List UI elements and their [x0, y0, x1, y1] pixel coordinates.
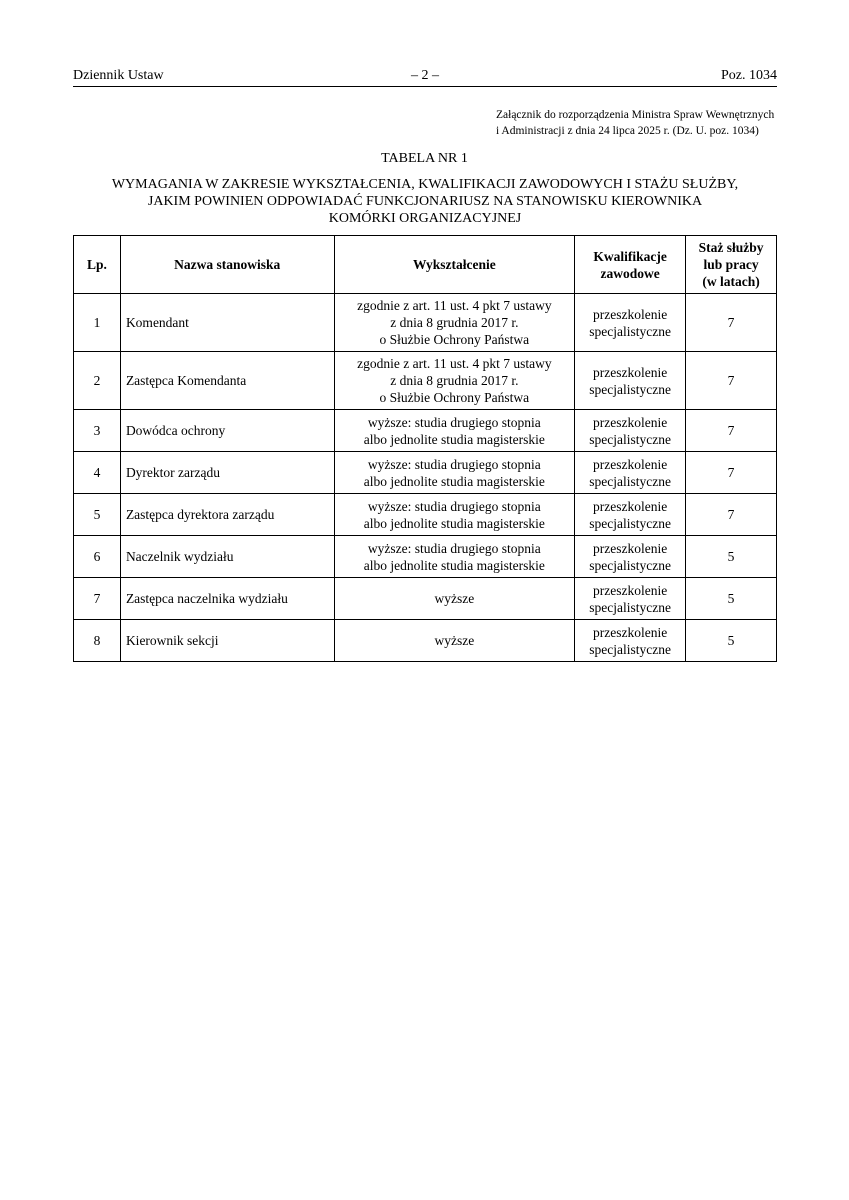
page-number: – 2 –: [411, 68, 439, 83]
qualification-line: przeszkolenie: [593, 624, 668, 640]
education-line: albo jednolite studia magisterskie: [363, 515, 545, 531]
annex-line-2: i Administracji z dnia 24 lipca 2025 r. (Dz. U. poz. 1034): [496, 125, 759, 137]
running-header: [73, 68, 777, 88]
qualification-line: specjalistyczne: [589, 515, 671, 531]
table-row: [74, 536, 777, 578]
row-qualifications: [575, 410, 686, 452]
row-education: [334, 452, 575, 494]
row-education: [334, 578, 575, 620]
qualification-line: przeszkolenie: [593, 414, 668, 430]
row-education: [334, 410, 575, 452]
title-line-2: JAKIM POWINIEN ODPOWIADAĆ FUNKCJONARIUSZ NA STANOWISKU KIEROWNIKA: [147, 194, 703, 209]
row-lp: 2: [74, 352, 121, 410]
qualification-line: specjalistyczne: [589, 431, 671, 447]
row-lp: 5: [74, 494, 121, 536]
table-title: [73, 176, 777, 227]
row-position: Naczelnik wydziału: [120, 536, 334, 578]
row-lp: 6: [74, 536, 121, 578]
education-line: wyższe: studia drugiego stopnia: [367, 414, 541, 430]
education-line: albo jednolite studia magisterskie: [363, 557, 545, 573]
table-row: [74, 294, 777, 352]
table-row: [74, 452, 777, 494]
title-line-3: KOMÓRKI ORGANIZACYJNEJ: [328, 211, 522, 226]
education-line: zgodnie z art. 11 ust. 4 pkt 7 ustawy: [357, 356, 552, 371]
row-lp: 8: [74, 620, 121, 662]
row-years: 5: [686, 578, 777, 620]
position-number: Poz. 1034: [721, 68, 777, 83]
row-position: Komendant: [120, 294, 334, 352]
education-line: z dnia 8 grudnia 2017 r.: [390, 315, 519, 330]
table-row: [74, 352, 777, 410]
table-row: [74, 620, 777, 662]
row-education: [334, 620, 575, 662]
row-lp: 4: [74, 452, 121, 494]
row-years: 7: [686, 410, 777, 452]
qualification-line: specjalistyczne: [589, 381, 671, 397]
qualification-line: specjalistyczne: [589, 473, 671, 489]
row-qualifications: [575, 620, 686, 662]
column-header-name: Nazwa stanowiska: [120, 236, 334, 294]
staz-header-line-2: lub pracy: [703, 257, 759, 272]
row-lp: 3: [74, 410, 121, 452]
column-header-education: Wykształcenie: [334, 236, 575, 294]
table-number: TABELA NR 1: [381, 151, 468, 166]
row-education: [334, 352, 575, 410]
title-line-1: WYMAGANIA W ZAKRESIE WYKSZTAŁCENIA, KWALIFIKACJI ZAWODOWYCH I STAŻU SŁUŻBY,: [111, 177, 739, 192]
education-line: o Służbie Ochrony Państwa: [379, 390, 530, 405]
table-row: [74, 578, 777, 620]
row-qualifications: [575, 294, 686, 352]
requirements-table: [73, 235, 777, 662]
annex-note: [496, 107, 774, 139]
row-lp: 7: [74, 578, 121, 620]
row-years: 5: [686, 536, 777, 578]
qualification-line: przeszkolenie: [593, 582, 668, 598]
qualification-line: specjalistyczne: [589, 557, 671, 573]
education-line: albo jednolite studia magisterskie: [363, 473, 545, 489]
qualification-line: specjalistyczne: [589, 641, 671, 657]
education-line: wyższe: [434, 633, 475, 648]
row-education: [334, 494, 575, 536]
education-line: albo jednolite studia magisterskie: [363, 431, 545, 447]
header-divider: [73, 86, 777, 87]
education-line: wyższe: [434, 591, 475, 606]
row-years: 7: [686, 294, 777, 352]
qual-header-line-1: Kwalifikacje: [593, 248, 667, 264]
row-qualifications: [575, 452, 686, 494]
education-line: wyższe: studia drugiego stopnia: [367, 456, 541, 472]
row-education: [334, 294, 575, 352]
row-qualifications: [575, 536, 686, 578]
qualification-line: przeszkolenie: [593, 364, 668, 380]
row-years: 7: [686, 352, 777, 410]
qualification-line: przeszkolenie: [593, 498, 668, 514]
row-position: Kierownik sekcji: [120, 620, 334, 662]
row-position: Zastępca naczelnika wydziału: [120, 578, 334, 620]
qual-header-line-2: zawodowe: [600, 265, 660, 281]
qualification-line: specjalistyczne: [589, 599, 671, 615]
education-line: o Służbie Ochrony Państwa: [379, 332, 530, 347]
education-line: z dnia 8 grudnia 2017 r.: [390, 373, 519, 388]
row-position: Dyrektor zarządu: [120, 452, 334, 494]
column-header-lp: Lp.: [74, 236, 121, 294]
table-row: [74, 410, 777, 452]
annex-line-1: Załącznik do rozporządzenia Ministra Spraw Wewnętrznych: [496, 109, 775, 121]
education-line: wyższe: studia drugiego stopnia: [367, 540, 541, 556]
staz-header-line-3: (w latach): [702, 274, 760, 289]
row-qualifications: [575, 352, 686, 410]
row-position: Zastępca Komendanta: [120, 352, 334, 410]
education-line: zgodnie z art. 11 ust. 4 pkt 7 ustawy: [357, 298, 552, 313]
row-lp: 1: [74, 294, 121, 352]
column-header-qualifications: [575, 236, 686, 294]
row-qualifications: [575, 494, 686, 536]
education-line: wyższe: studia drugiego stopnia: [367, 498, 541, 514]
row-qualifications: [575, 578, 686, 620]
qualification-line: przeszkolenie: [593, 306, 668, 322]
row-position: Dowódca ochrony: [120, 410, 334, 452]
row-years: 7: [686, 494, 777, 536]
row-years: 5: [686, 620, 777, 662]
row-education: [334, 536, 575, 578]
table-row: [74, 494, 777, 536]
qualification-line: specjalistyczne: [589, 323, 671, 339]
staz-header-line-1: Staż służby: [698, 240, 764, 255]
column-header-service-years: [686, 236, 777, 294]
row-years: 7: [686, 452, 777, 494]
qualification-line: przeszkolenie: [593, 540, 668, 556]
row-position: Zastępca dyrektora zarządu: [120, 494, 334, 536]
table-header-row: [74, 236, 777, 294]
journal-name: Dziennik Ustaw: [73, 68, 164, 83]
qualification-line: przeszkolenie: [593, 456, 668, 472]
